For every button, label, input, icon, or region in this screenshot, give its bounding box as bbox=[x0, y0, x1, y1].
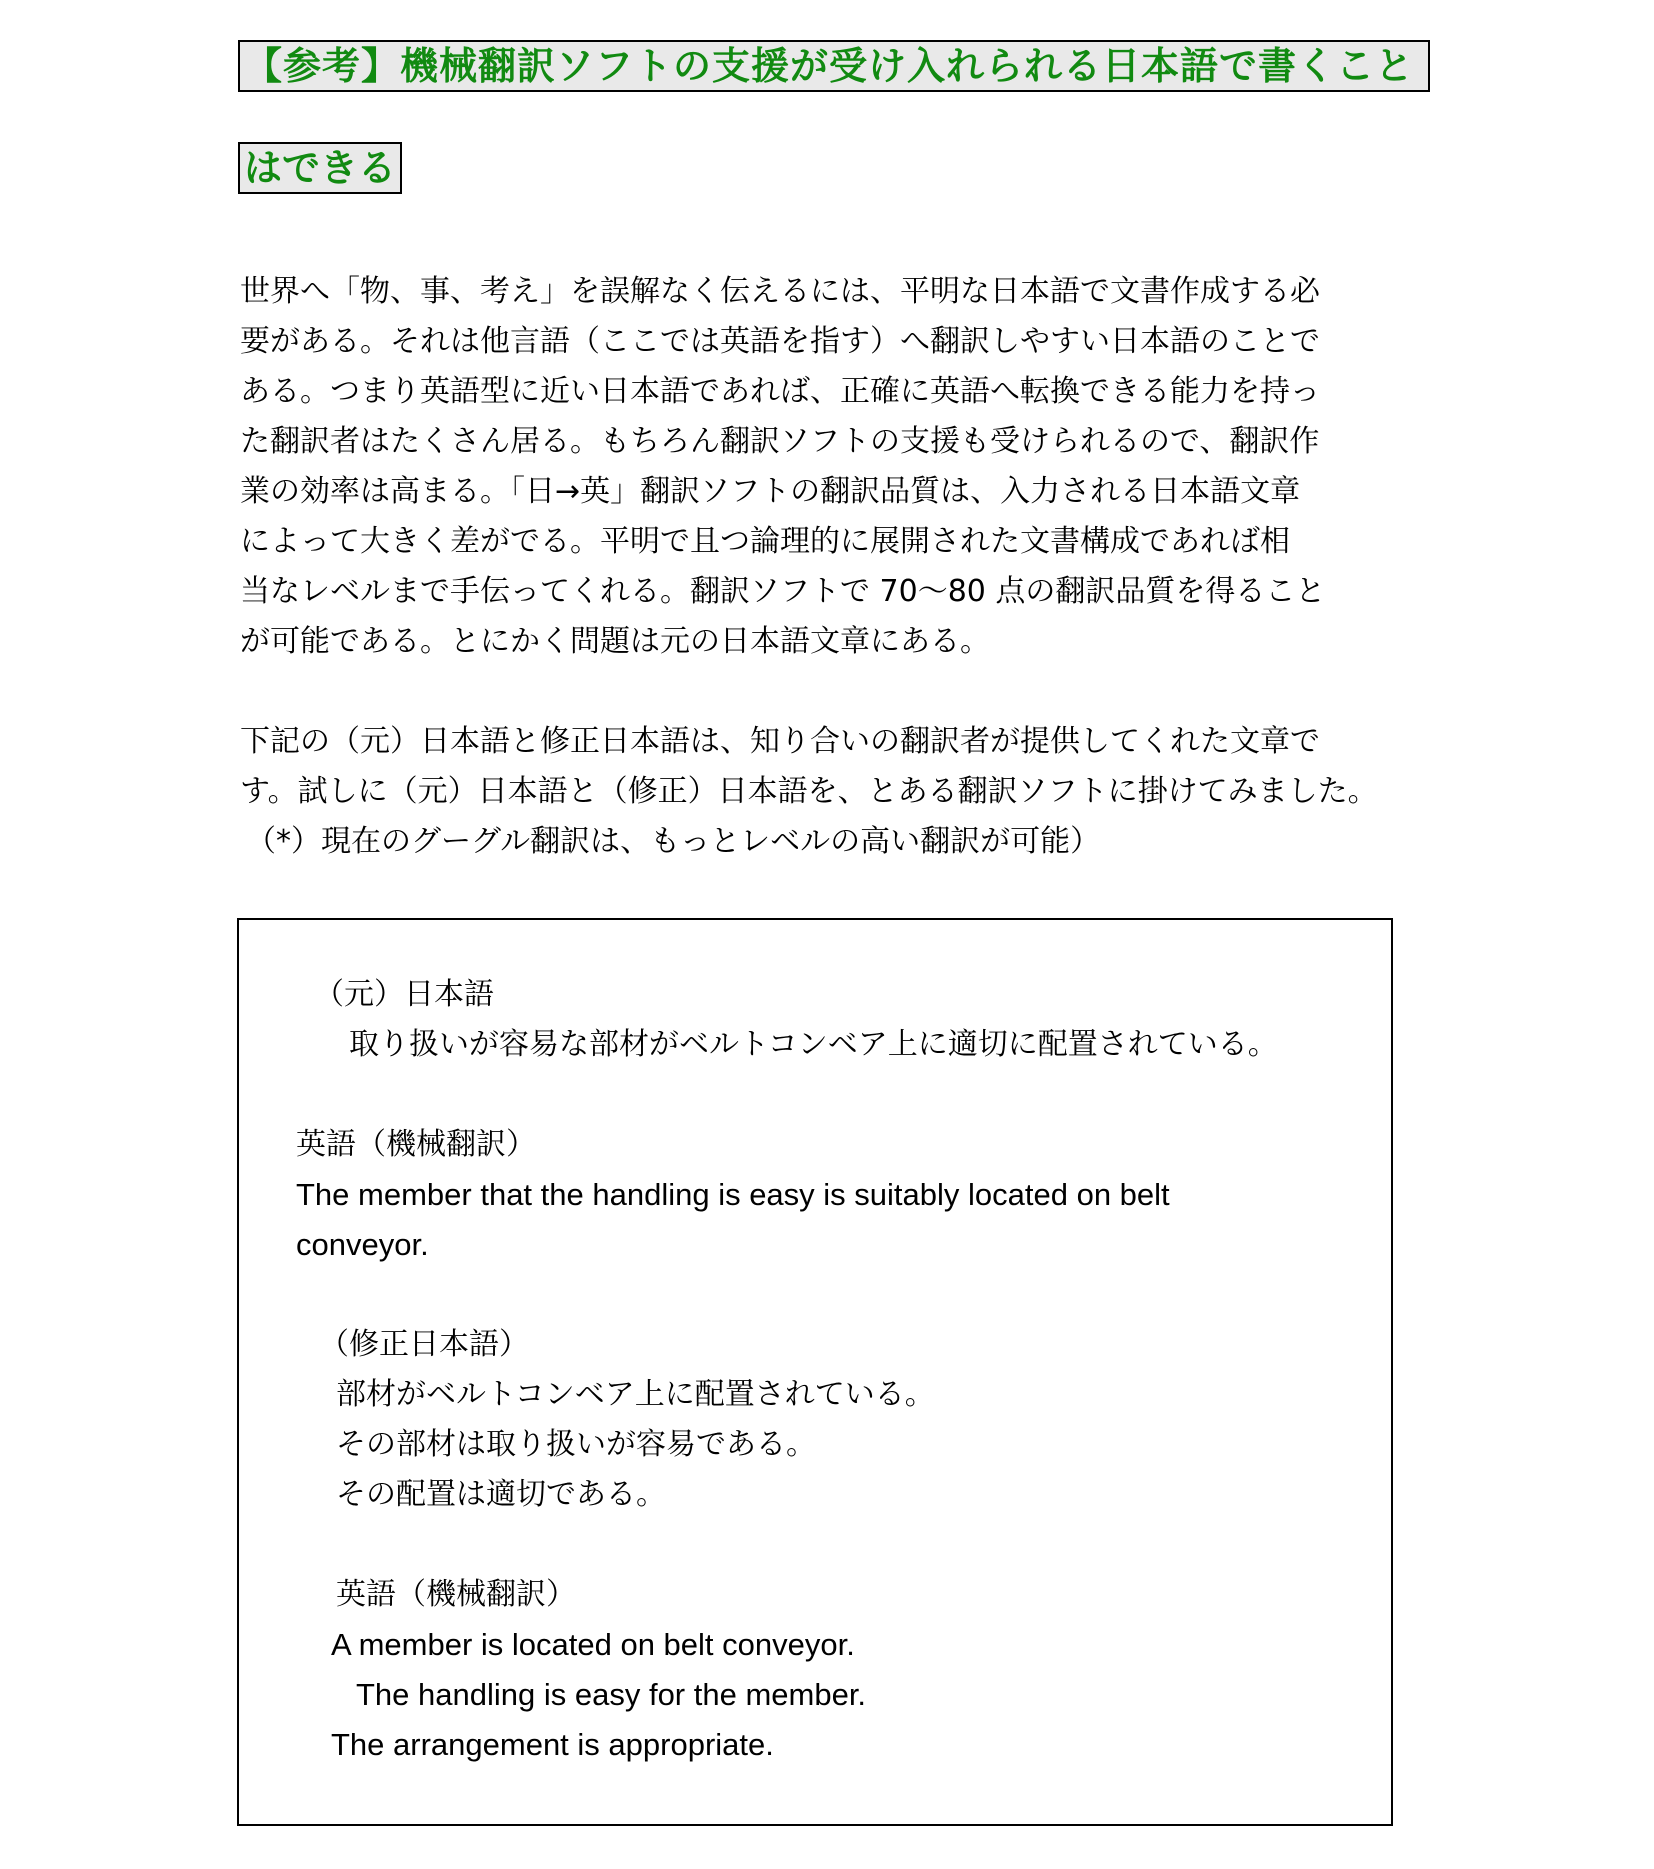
heading-line-2: はできる bbox=[238, 142, 402, 194]
paragraph-line: 下記の（元）日本語と修正日本語は、知り合いの翻訳者が提供してくれた文章で bbox=[240, 724, 1320, 759]
paragraph-line: 業の効率は高まる。「日→英」翻訳ソフトの翻訳品質は、入力される日本語文章 bbox=[240, 474, 1301, 509]
translation-example-box bbox=[237, 918, 1393, 1826]
example-intro-paragraph bbox=[240, 717, 1430, 867]
revised-japanese-label: （修正日本語） bbox=[319, 1327, 529, 1362]
machine-translation-line: The arrangement is appropriate. bbox=[331, 1727, 774, 1762]
intro-paragraph bbox=[240, 267, 1430, 667]
machine-translation-line: A member is located on belt conveyor. bbox=[331, 1627, 855, 1662]
original-japanese-text: 取り扱いが容易な部材がベルトコンベア上に適切に配置されている。 bbox=[349, 1027, 1278, 1062]
machine-translation-line: The member that the handling is easy is suitably located on belt bbox=[296, 1177, 1170, 1212]
paragraph-line: ある。つまり英語型に近い日本語であれば、正確に英語へ転換できる能力を持っ bbox=[240, 374, 1320, 409]
revised-japanese-line: その部材は取り扱いが容易である。 bbox=[336, 1427, 816, 1462]
machine-translation-label-2: 英語（機械翻訳） bbox=[336, 1577, 576, 1612]
revised-japanese-line: その配置は適切である。 bbox=[336, 1477, 666, 1512]
paragraph-line: 要がある。それは他言語（ここでは英語を指す）へ翻訳しやすい日本語のことで bbox=[240, 324, 1320, 359]
machine-translation-label-1: 英語（機械翻訳） bbox=[296, 1127, 536, 1162]
revised-japanese-line: 部材がベルトコンベア上に配置されている。 bbox=[336, 1377, 935, 1412]
machine-translation-line: The handling is easy for the member. bbox=[356, 1677, 867, 1712]
paragraph-line: によって大きく差がでる。平明で且つ論理的に展開された文書構成であれば相 bbox=[240, 524, 1290, 559]
machine-translation-line: conveyor. bbox=[296, 1227, 429, 1262]
paragraph-line: す。試しに（元）日本語と（修正）日本語を、とある翻訳ソフトに掛けてみました。 bbox=[240, 774, 1378, 809]
original-japanese-label: （元）日本語 bbox=[314, 977, 494, 1012]
paragraph-line: た翻訳者はたくさん居る。もちろん翻訳ソフトの支援も受けられるので、翻訳作 bbox=[240, 424, 1320, 459]
heading-line-1: 【参考】機械翻訳ソフトの支援が受け入れられる日本語で書くこと bbox=[238, 40, 1430, 92]
paragraph-line: が可能である。とにかく問題は元の日本語文章にある。 bbox=[240, 624, 990, 659]
paragraph-line: 当なレベルまで手伝ってくれる。翻訳ソフトで 70～80 点の翻訳品質を得ること bbox=[240, 574, 1326, 609]
paragraph-line: 世界へ「物、事、考え」を誤解なく伝えるには、平明な日本語で文書作成する必 bbox=[240, 274, 1320, 309]
paragraph-note: （*）現在のグーグル翻訳は、もっとレベルの高い翻訳が可能） bbox=[246, 824, 1101, 859]
